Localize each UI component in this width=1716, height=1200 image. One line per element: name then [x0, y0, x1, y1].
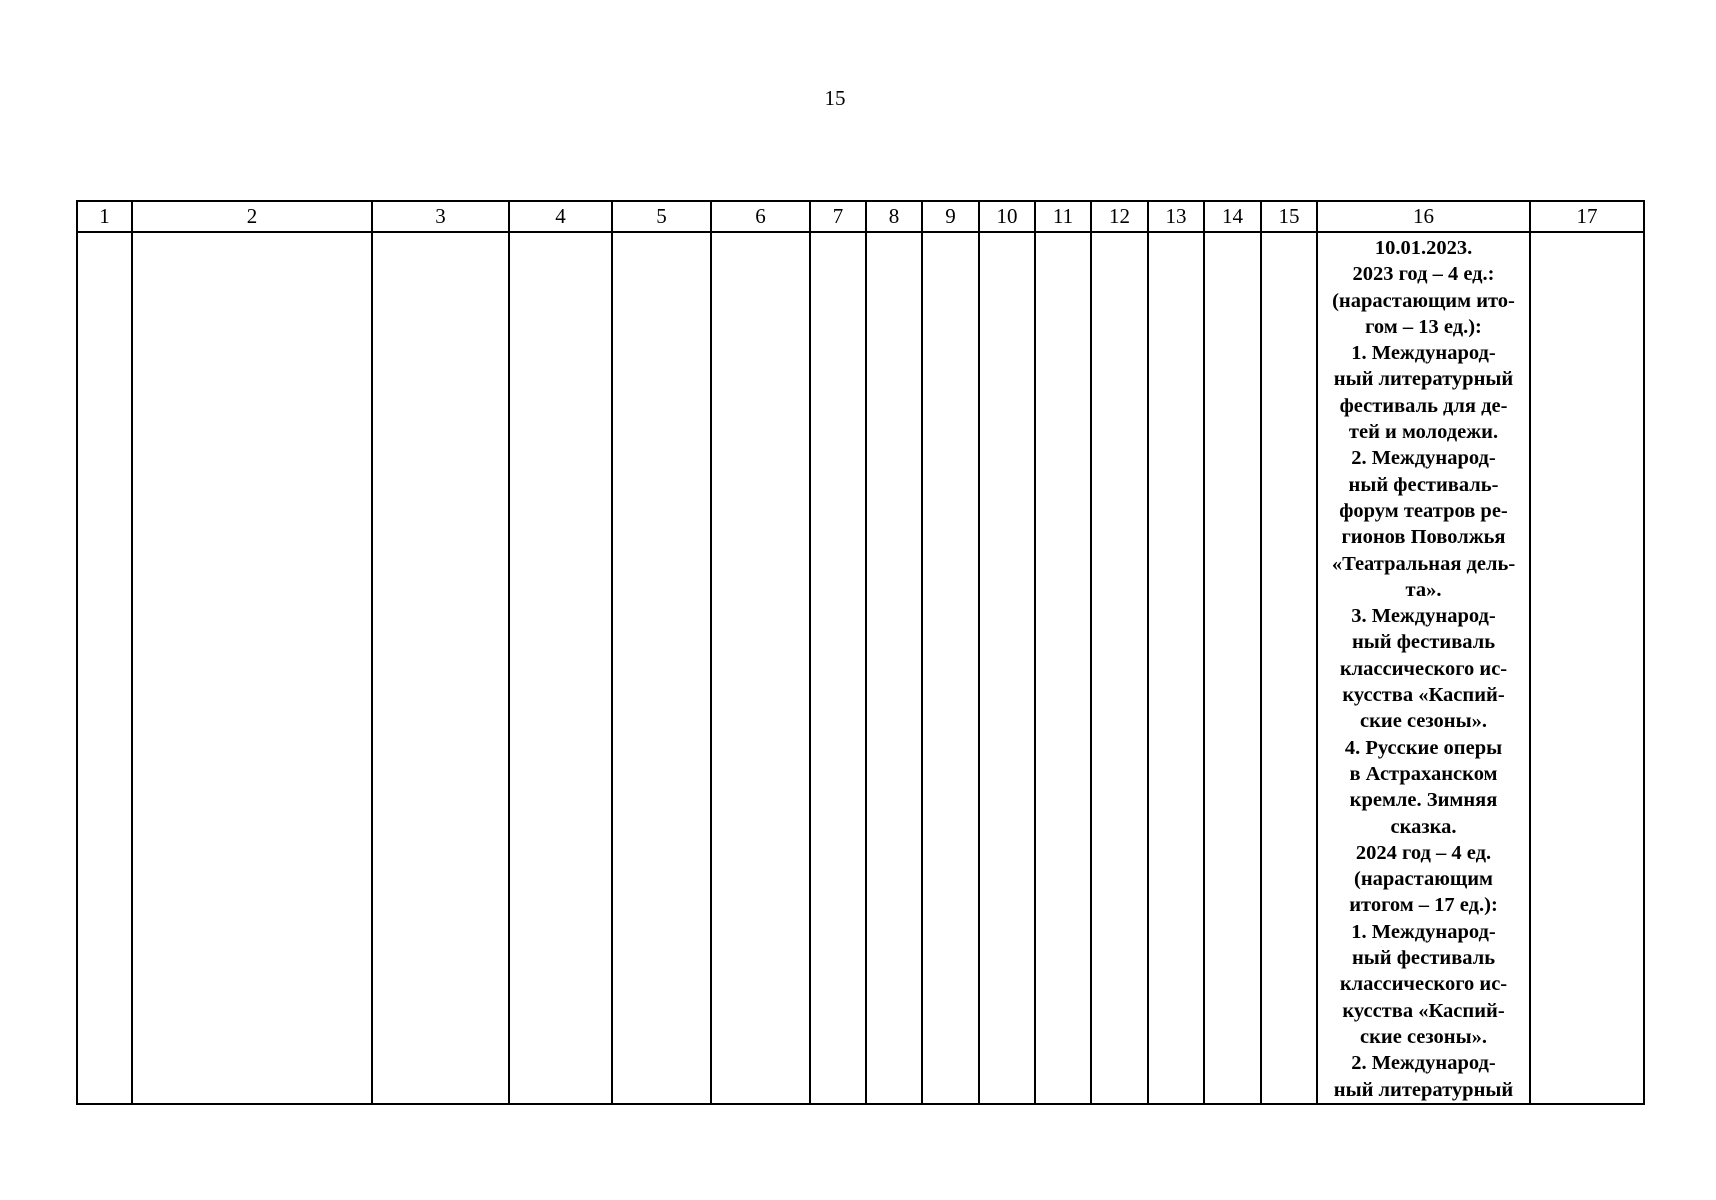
cell-16-line: тей и молодежи.: [1348, 421, 1499, 444]
cell-16-line: гионов Поволжья: [1341, 526, 1506, 549]
column-header-2: 2: [132, 201, 372, 232]
table-cell-5: [612, 232, 711, 1104]
cell-16-line: ный фестиваль-: [1348, 473, 1499, 496]
cell-16-line: 1. Международ-: [1351, 920, 1496, 943]
header-row: [77, 201, 1644, 232]
table-cell-7: [810, 232, 866, 1104]
cell-16-line: 3. Международ-: [1351, 605, 1496, 628]
column-header-5: 5: [612, 201, 711, 232]
column-header-15: 15: [1261, 201, 1317, 232]
page-number: 15: [824, 86, 846, 110]
cell-16-line: фестиваль для де-: [1339, 394, 1508, 417]
table-cell-6: [711, 232, 810, 1104]
column-header-4: 4: [509, 201, 612, 232]
cell-16-line: классического ис-: [1339, 973, 1508, 996]
table-cell-8: [866, 232, 922, 1104]
data-table: [76, 200, 1645, 1105]
table-row: [77, 232, 1644, 1104]
column-header-11: 11: [1035, 201, 1091, 232]
column-header-14: 14: [1204, 201, 1261, 232]
cell-16-line: 1. Международ-: [1351, 342, 1496, 365]
column-header-16: 16: [1317, 201, 1530, 232]
cell-16-line: (нарастающим ито-: [1332, 289, 1515, 312]
column-header-1: 1: [77, 201, 132, 232]
table-cell-1: [77, 232, 132, 1104]
cell-16-line: гом – 13 ед.):: [1365, 315, 1482, 338]
column-header-12: 12: [1091, 201, 1148, 232]
cell-16-line: «Театральная дель-: [1331, 552, 1516, 575]
cell-16-line: итогом – 17 ед.):: [1349, 894, 1498, 917]
cell-16-line: ный литературный: [1333, 1078, 1514, 1101]
column-header-13: 13: [1148, 201, 1204, 232]
cell-16-line: кремле. Зимняя: [1349, 789, 1498, 812]
column-header-7: 7: [810, 201, 866, 232]
cell-16-line: та».: [1405, 578, 1442, 601]
cell-16-line: ские сезоны».: [1360, 710, 1487, 733]
cell-16-line: 4. Русские оперы: [1344, 736, 1503, 759]
cell-16-line: 10.01.2023.: [1374, 237, 1473, 259]
table-cell-14: [1204, 232, 1261, 1104]
column-header-3: 3: [372, 201, 509, 232]
cell-16-line: кусства «Каспий-: [1342, 999, 1505, 1022]
cell-16-line: ный фестиваль: [1351, 631, 1496, 654]
cell-16-line: кусства «Каспий-: [1342, 684, 1505, 707]
cell-16-line: в Астраханском: [1349, 762, 1498, 785]
table-cell-15: [1261, 232, 1317, 1104]
cell-16-line: сказка.: [1390, 815, 1457, 838]
column-header-8: 8: [866, 201, 922, 232]
cell-16-line: ный фестиваль: [1351, 947, 1496, 970]
cell-16-line: классического ис-: [1339, 657, 1508, 680]
column-header-10: 10: [979, 201, 1035, 232]
cell-16-line: 2. Международ-: [1351, 447, 1496, 470]
table-cell-4: [509, 232, 612, 1104]
column-header-6: 6: [711, 201, 810, 232]
table-cell-11: [1035, 232, 1091, 1104]
cell-16-line: ный литературный: [1333, 368, 1514, 391]
cell-16-line: 2. Международ-: [1351, 1052, 1496, 1075]
cell-16-line: (нарастающим: [1354, 868, 1493, 891]
cell-16-text: [1318, 233, 1529, 1103]
cell-16-line: ские сезоны».: [1360, 1025, 1487, 1048]
cell-16-line: форум театров ре-: [1339, 499, 1508, 522]
table-cell-17: [1530, 232, 1644, 1104]
table-cell-16: [1317, 232, 1530, 1104]
table-cell-3: [372, 232, 509, 1104]
cell-16-line: 2023 год – 4 ед.:: [1352, 263, 1495, 286]
table-cell-9: [922, 232, 979, 1104]
cell-16-line: 2024 год – 4 ед.: [1355, 841, 1492, 864]
table-cell-10: [979, 232, 1035, 1104]
table-cell-12: [1091, 232, 1148, 1104]
column-header-9: 9: [922, 201, 979, 232]
column-header-17: 17: [1530, 201, 1644, 232]
table-cell-13: [1148, 232, 1204, 1104]
table-cell-2: [132, 232, 372, 1104]
